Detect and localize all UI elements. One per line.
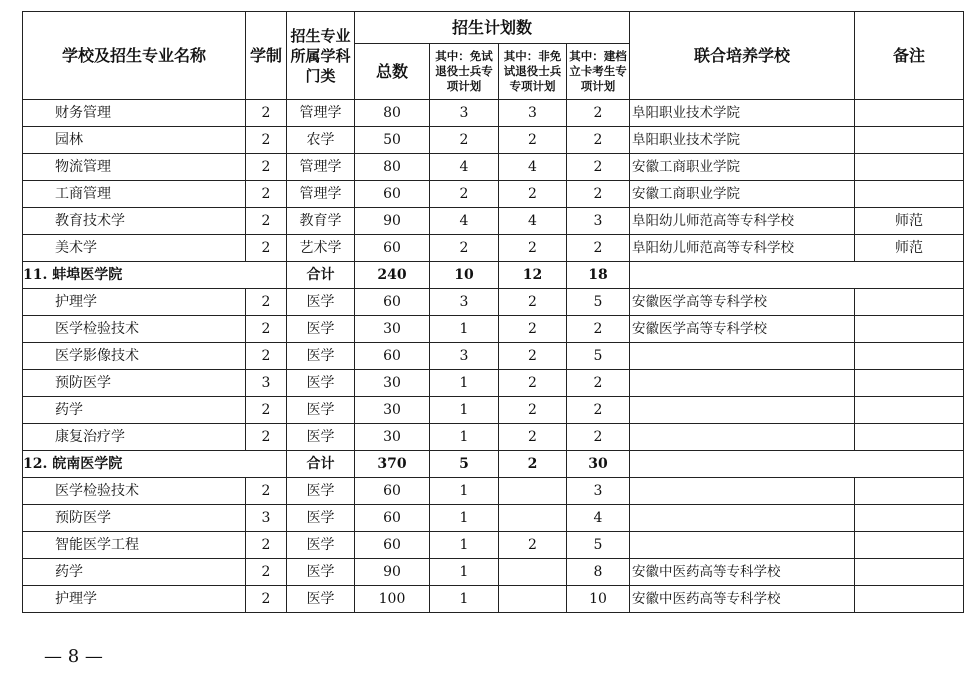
total-cell: 60 xyxy=(355,289,430,316)
nonexempt-cell: 12 xyxy=(499,262,567,289)
table-row xyxy=(23,316,964,343)
exempt-cell: 4 xyxy=(430,208,499,235)
major-name: 教育技术学 xyxy=(23,208,246,235)
nonexempt-cell: 2 xyxy=(499,370,567,397)
coop-school-cell xyxy=(630,343,855,370)
nonexempt-cell xyxy=(499,505,567,532)
table-row xyxy=(23,370,964,397)
coop-school-cell xyxy=(630,532,855,559)
poverty-cell: 5 xyxy=(567,532,630,559)
major-name: 物流管理 xyxy=(23,154,246,181)
coop-school-cell xyxy=(630,424,855,451)
school-total-row xyxy=(23,451,964,478)
duration-cell: 2 xyxy=(246,208,287,235)
page-number: — 8 — xyxy=(44,646,103,667)
duration-cell: 2 xyxy=(246,316,287,343)
category-cell: 医学 xyxy=(287,343,355,370)
nonexempt-cell: 2 xyxy=(499,181,567,208)
poverty-cell: 2 xyxy=(567,424,630,451)
poverty-cell: 2 xyxy=(567,181,630,208)
total-cell: 60 xyxy=(355,343,430,370)
nonexempt-cell: 4 xyxy=(499,154,567,181)
duration-cell: 3 xyxy=(246,505,287,532)
table-row xyxy=(23,424,964,451)
poverty-cell: 4 xyxy=(567,505,630,532)
coop-school-cell xyxy=(630,370,855,397)
header-category: 招生专业所属学科门类 xyxy=(287,12,355,100)
table-row xyxy=(23,127,964,154)
remark-cell xyxy=(855,100,964,127)
category-cell: 医学 xyxy=(287,397,355,424)
poverty-cell: 5 xyxy=(567,289,630,316)
duration-cell: 2 xyxy=(246,100,287,127)
coop-school-cell xyxy=(630,397,855,424)
duration-cell: 2 xyxy=(246,127,287,154)
total-cell: 30 xyxy=(355,397,430,424)
major-name: 预防医学 xyxy=(23,370,246,397)
duration-cell: 2 xyxy=(246,235,287,262)
coop-school-cell: 安徽医学高等专科学校 xyxy=(630,289,855,316)
exempt-cell: 1 xyxy=(430,586,499,613)
table-row xyxy=(23,532,964,559)
poverty-cell: 2 xyxy=(567,235,630,262)
duration-cell: 2 xyxy=(246,343,287,370)
category-cell: 农学 xyxy=(287,127,355,154)
remark-cell xyxy=(855,478,964,505)
enrollment-plan-table xyxy=(22,11,964,613)
category-cell: 医学 xyxy=(287,424,355,451)
category-cell: 管理学 xyxy=(287,100,355,127)
major-name: 康复治疗学 xyxy=(23,424,246,451)
table-row xyxy=(23,343,964,370)
table-row xyxy=(23,235,964,262)
coop-school-cell: 阜阳职业技术学院 xyxy=(630,100,855,127)
school-name: 12. 皖南医学院 xyxy=(23,451,287,478)
exempt-cell: 1 xyxy=(430,316,499,343)
header-school-major: 学校及招生专业名称 xyxy=(23,12,246,100)
nonexempt-cell: 2 xyxy=(499,424,567,451)
table-row xyxy=(23,559,964,586)
poverty-cell: 2 xyxy=(567,397,630,424)
exempt-cell: 3 xyxy=(430,100,499,127)
remark-cell xyxy=(855,181,964,208)
major-name: 智能医学工程 xyxy=(23,532,246,559)
remark-cell xyxy=(855,127,964,154)
exempt-cell: 2 xyxy=(430,235,499,262)
coop-school-cell xyxy=(630,505,855,532)
nonexempt-cell: 2 xyxy=(499,316,567,343)
category-cell: 医学 xyxy=(287,370,355,397)
category-cell: 医学 xyxy=(287,478,355,505)
remark-cell xyxy=(855,424,964,451)
remark-cell xyxy=(855,397,964,424)
category-cell: 管理学 xyxy=(287,181,355,208)
duration-cell: 2 xyxy=(246,397,287,424)
nonexempt-cell: 2 xyxy=(499,451,567,478)
exempt-cell: 5 xyxy=(430,451,499,478)
total-cell: 90 xyxy=(355,559,430,586)
table-row xyxy=(23,397,964,424)
major-name: 医学检验技术 xyxy=(23,316,246,343)
exempt-cell: 4 xyxy=(430,154,499,181)
nonexempt-cell: 2 xyxy=(499,235,567,262)
poverty-cell: 3 xyxy=(567,478,630,505)
major-name: 园林 xyxy=(23,127,246,154)
total-cell: 30 xyxy=(355,424,430,451)
total-cell: 60 xyxy=(355,532,430,559)
poverty-cell: 10 xyxy=(567,586,630,613)
exempt-cell: 2 xyxy=(430,181,499,208)
nonexempt-cell: 2 xyxy=(499,532,567,559)
duration-cell: 2 xyxy=(246,154,287,181)
header-nonexempt: 其中：非免试退役士兵专项计划 xyxy=(499,44,567,100)
poverty-cell: 30 xyxy=(567,451,630,478)
nonexempt-cell: 2 xyxy=(499,289,567,316)
total-cell: 240 xyxy=(355,262,430,289)
exempt-cell: 3 xyxy=(430,289,499,316)
category-cell: 医学 xyxy=(287,586,355,613)
coop-school-cell: 安徽中医药高等专科学校 xyxy=(630,559,855,586)
table-row xyxy=(23,100,964,127)
poverty-cell: 18 xyxy=(567,262,630,289)
major-name: 医学影像技术 xyxy=(23,343,246,370)
coop-school-cell: 阜阳职业技术学院 xyxy=(630,127,855,154)
header-total: 总数 xyxy=(355,44,430,100)
coop-school-cell: 阜阳幼儿师范高等专科学校 xyxy=(630,235,855,262)
exempt-cell: 1 xyxy=(430,532,499,559)
exempt-cell: 1 xyxy=(430,505,499,532)
nonexempt-cell: 2 xyxy=(499,127,567,154)
exempt-cell: 1 xyxy=(430,478,499,505)
major-name: 药学 xyxy=(23,397,246,424)
poverty-cell: 2 xyxy=(567,370,630,397)
total-cell: 60 xyxy=(355,478,430,505)
exempt-cell: 3 xyxy=(430,343,499,370)
major-name: 护理学 xyxy=(23,586,246,613)
major-name: 预防医学 xyxy=(23,505,246,532)
nonexempt-cell: 4 xyxy=(499,208,567,235)
nonexempt-cell xyxy=(499,586,567,613)
category-cell: 医学 xyxy=(287,316,355,343)
duration-cell: 3 xyxy=(246,370,287,397)
total-label: 合计 xyxy=(287,451,355,478)
remark-cell xyxy=(855,370,964,397)
duration-cell: 2 xyxy=(246,478,287,505)
remark-cell xyxy=(855,505,964,532)
category-cell: 医学 xyxy=(287,289,355,316)
remark-cell xyxy=(855,343,964,370)
header-poverty: 其中：建档立卡考生专项计划 xyxy=(567,44,630,100)
remark-cell xyxy=(855,532,964,559)
duration-cell: 2 xyxy=(246,559,287,586)
duration-cell: 2 xyxy=(246,586,287,613)
table-row xyxy=(23,478,964,505)
category-cell: 医学 xyxy=(287,532,355,559)
total-cell: 30 xyxy=(355,370,430,397)
total-cell: 80 xyxy=(355,154,430,181)
total-cell: 60 xyxy=(355,235,430,262)
table-body xyxy=(23,100,964,613)
category-cell: 艺术学 xyxy=(287,235,355,262)
exempt-cell: 1 xyxy=(430,397,499,424)
remark-cell xyxy=(855,289,964,316)
total-cell: 90 xyxy=(355,208,430,235)
category-cell: 管理学 xyxy=(287,154,355,181)
duration-cell: 2 xyxy=(246,424,287,451)
category-cell: 医学 xyxy=(287,505,355,532)
category-cell: 医学 xyxy=(287,559,355,586)
header-coop-school: 联合培养学校 xyxy=(630,12,855,100)
major-name: 财务管理 xyxy=(23,100,246,127)
remark-cell xyxy=(855,559,964,586)
table-row xyxy=(23,181,964,208)
total-cell: 30 xyxy=(355,316,430,343)
nonexempt-cell xyxy=(499,559,567,586)
poverty-cell: 3 xyxy=(567,208,630,235)
total-cell: 370 xyxy=(355,451,430,478)
school-name: 11. 蚌埠医学院 xyxy=(23,262,287,289)
duration-cell: 2 xyxy=(246,532,287,559)
coop-school-cell: 安徽医学高等专科学校 xyxy=(630,316,855,343)
nonexempt-cell: 2 xyxy=(499,343,567,370)
coop-school-cell: 阜阳幼儿师范高等专科学校 xyxy=(630,208,855,235)
coop-school-cell xyxy=(630,478,855,505)
empty-cell xyxy=(630,451,964,478)
exempt-cell: 1 xyxy=(430,370,499,397)
remark-cell: 师范 xyxy=(855,208,964,235)
category-cell: 教育学 xyxy=(287,208,355,235)
coop-school-cell: 安徽工商职业学院 xyxy=(630,181,855,208)
exempt-cell: 1 xyxy=(430,559,499,586)
table-row xyxy=(23,505,964,532)
total-cell: 60 xyxy=(355,505,430,532)
total-cell: 80 xyxy=(355,100,430,127)
remark-cell xyxy=(855,586,964,613)
total-cell: 100 xyxy=(355,586,430,613)
header-remark: 备注 xyxy=(855,12,964,100)
poverty-cell: 2 xyxy=(567,100,630,127)
total-cell: 50 xyxy=(355,127,430,154)
header-duration: 学制 xyxy=(246,12,287,100)
table-row xyxy=(23,586,964,613)
coop-school-cell: 安徽工商职业学院 xyxy=(630,154,855,181)
major-name: 美术学 xyxy=(23,235,246,262)
header-exempt: 其中：免试退役士兵专项计划 xyxy=(430,44,499,100)
poverty-cell: 2 xyxy=(567,316,630,343)
poverty-cell: 2 xyxy=(567,154,630,181)
duration-cell: 2 xyxy=(246,289,287,316)
header-plan-group: 招生计划数 xyxy=(355,12,630,44)
coop-school-cell: 安徽中医药高等专科学校 xyxy=(630,586,855,613)
school-total-row xyxy=(23,262,964,289)
exempt-cell: 1 xyxy=(430,424,499,451)
total-label: 合计 xyxy=(287,262,355,289)
poverty-cell: 5 xyxy=(567,343,630,370)
major-name: 护理学 xyxy=(23,289,246,316)
table-row xyxy=(23,208,964,235)
table-row xyxy=(23,289,964,316)
nonexempt-cell: 3 xyxy=(499,100,567,127)
duration-cell: 2 xyxy=(246,181,287,208)
major-name: 医学检验技术 xyxy=(23,478,246,505)
remark-cell: 师范 xyxy=(855,235,964,262)
poverty-cell: 2 xyxy=(567,127,630,154)
exempt-cell: 2 xyxy=(430,127,499,154)
remark-cell xyxy=(855,154,964,181)
nonexempt-cell: 2 xyxy=(499,397,567,424)
total-cell: 60 xyxy=(355,181,430,208)
nonexempt-cell xyxy=(499,478,567,505)
exempt-cell: 10 xyxy=(430,262,499,289)
poverty-cell: 8 xyxy=(567,559,630,586)
remark-cell xyxy=(855,316,964,343)
empty-cell xyxy=(630,262,964,289)
major-name: 药学 xyxy=(23,559,246,586)
major-name: 工商管理 xyxy=(23,181,246,208)
table-row xyxy=(23,154,964,181)
